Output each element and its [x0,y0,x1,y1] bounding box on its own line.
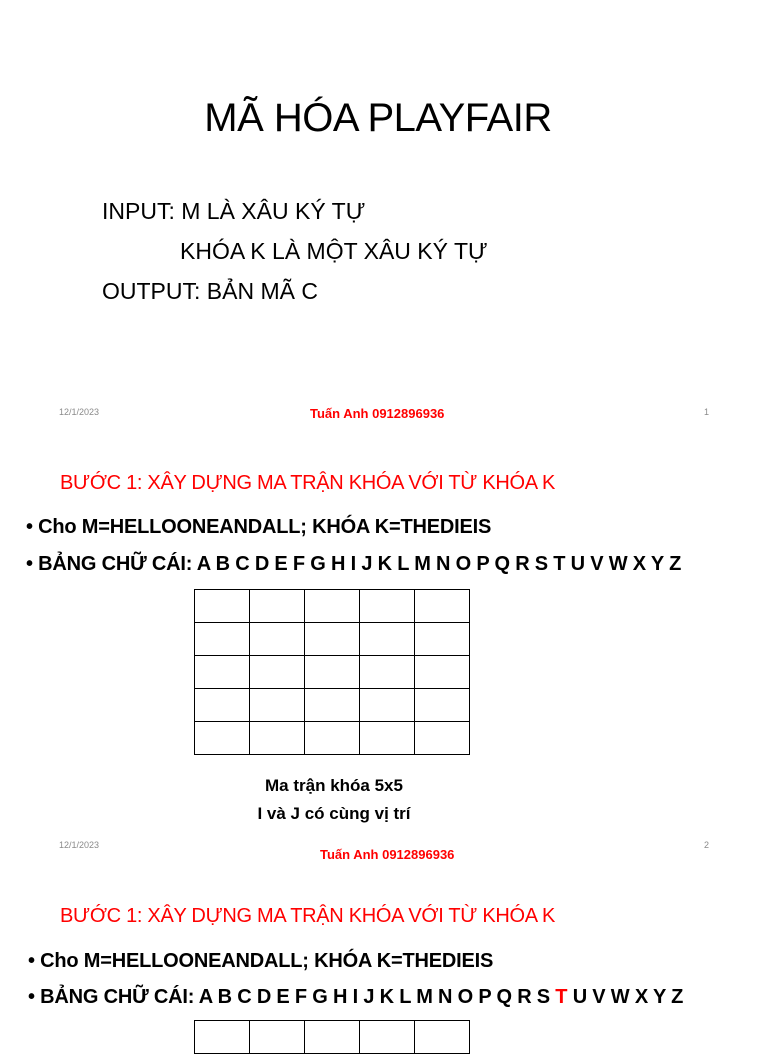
slide1-output-line: OUTPUT: BẢN MÃ C [102,278,318,304]
slide1-footer-page: 1 [704,407,710,417]
matrix-row [195,1021,470,1054]
matrix-cell [305,1021,360,1054]
matrix-row [195,689,470,722]
slide2-bullet-1: • Cho M=HELLOONEANDALL; KHÓA K=THEDIEIS [26,516,492,538]
matrix-cell [195,1021,250,1054]
matrix-cell [250,590,305,623]
matrix-caption-1: Ma trận khóa 5x5 [265,776,403,795]
matrix-cell [305,689,360,722]
matrix-row [195,623,470,656]
slide3-bullet-1: • Cho M=HELLOONEANDALL; KHÓA K=THEDIEIS [28,950,494,972]
matrix-cell [195,656,250,689]
slide2-bullet-2: • BẢNG CHỮ CÁI: A B C D E F G H I J K L M N O P Q R S T U V W X Y Z [26,553,682,575]
matrix-cell [195,722,250,755]
matrix-cell [250,656,305,689]
matrix-cell [195,590,250,623]
matrix-cell [305,590,360,623]
slide1-key-line: KHÓA K LÀ MỘT XÂU KÝ TỰ [180,238,488,264]
slide3-key-matrix [194,1020,470,1054]
slide3-bullet-2-suffix: U V W X Y Z [572,986,684,1008]
slide2-bullet-1-text: Cho M=HELLOONEANDALL; KHÓA K=THEDIEIS [38,516,492,538]
matrix-cell [415,656,470,689]
matrix-cell [250,623,305,656]
matrix-row [195,656,470,689]
matrix-cell [360,689,415,722]
matrix-cell [195,689,250,722]
slide2-footer-page: 2 [704,840,710,850]
slide1-footer-author: Tuấn Anh 0912896936 [310,406,445,421]
matrix-cell [415,722,470,755]
matrix-cell [360,590,415,623]
matrix-cell [415,1021,470,1054]
matrix-cell [250,689,305,722]
slide1-title: MÃ HÓA PLAYFAIR [204,96,552,140]
slide1-footer-date: 12/1/2023 [59,407,100,417]
matrix-cell [195,623,250,656]
matrix-cell [360,722,415,755]
matrix-cell [250,722,305,755]
slide3-bullet-2: • BẢNG CHỮ CÁI: A B C D E F G H I J K L M N O P Q R S T U V W X Y Z [28,986,684,1008]
matrix-caption-2: I và J có cùng vị trí [257,804,411,823]
matrix-cell [360,623,415,656]
matrix-cell [250,1021,305,1054]
slide2-footer-date: 12/1/2023 [59,840,100,850]
matrix-cell [305,656,360,689]
slide3-bullet-2-highlight: T [555,986,568,1008]
slide1-input-line: INPUT: M LÀ XÂU KÝ TỰ [102,198,366,224]
slide3-bullet-2-prefix: BẢNG CHỮ CÁI: A B C D E F G H I J K L M N O P Q R S [40,986,550,1008]
key-matrix-5x5 [194,589,470,755]
slide3-step-title: BƯỚC 1: XÂY DỰNG MA TRẬN KHÓA VỚI TỪ KHÓA K [60,905,555,927]
matrix-cell [360,656,415,689]
matrix-cell [415,623,470,656]
matrix-row [195,722,470,755]
matrix-cell [305,722,360,755]
slide2-bullet-2-text: BẢNG CHỮ CÁI: A B C D E F G H I J K L M N O P Q R S T U V W X Y Z [38,553,682,575]
slide2-footer-author: Tuấn Anh 0912896936 [320,847,455,862]
slide2-step-title: BƯỚC 1: XÂY DỰNG MA TRẬN KHÓA VỚI TỪ KHÓA K [60,472,555,494]
matrix-cell [415,590,470,623]
slide3-bullet-1-text: Cho M=HELLOONEANDALL; KHÓA K=THEDIEIS [40,950,494,972]
matrix-cell [360,1021,415,1054]
matrix-cell [305,623,360,656]
matrix-cell [415,689,470,722]
matrix-row [195,590,470,623]
